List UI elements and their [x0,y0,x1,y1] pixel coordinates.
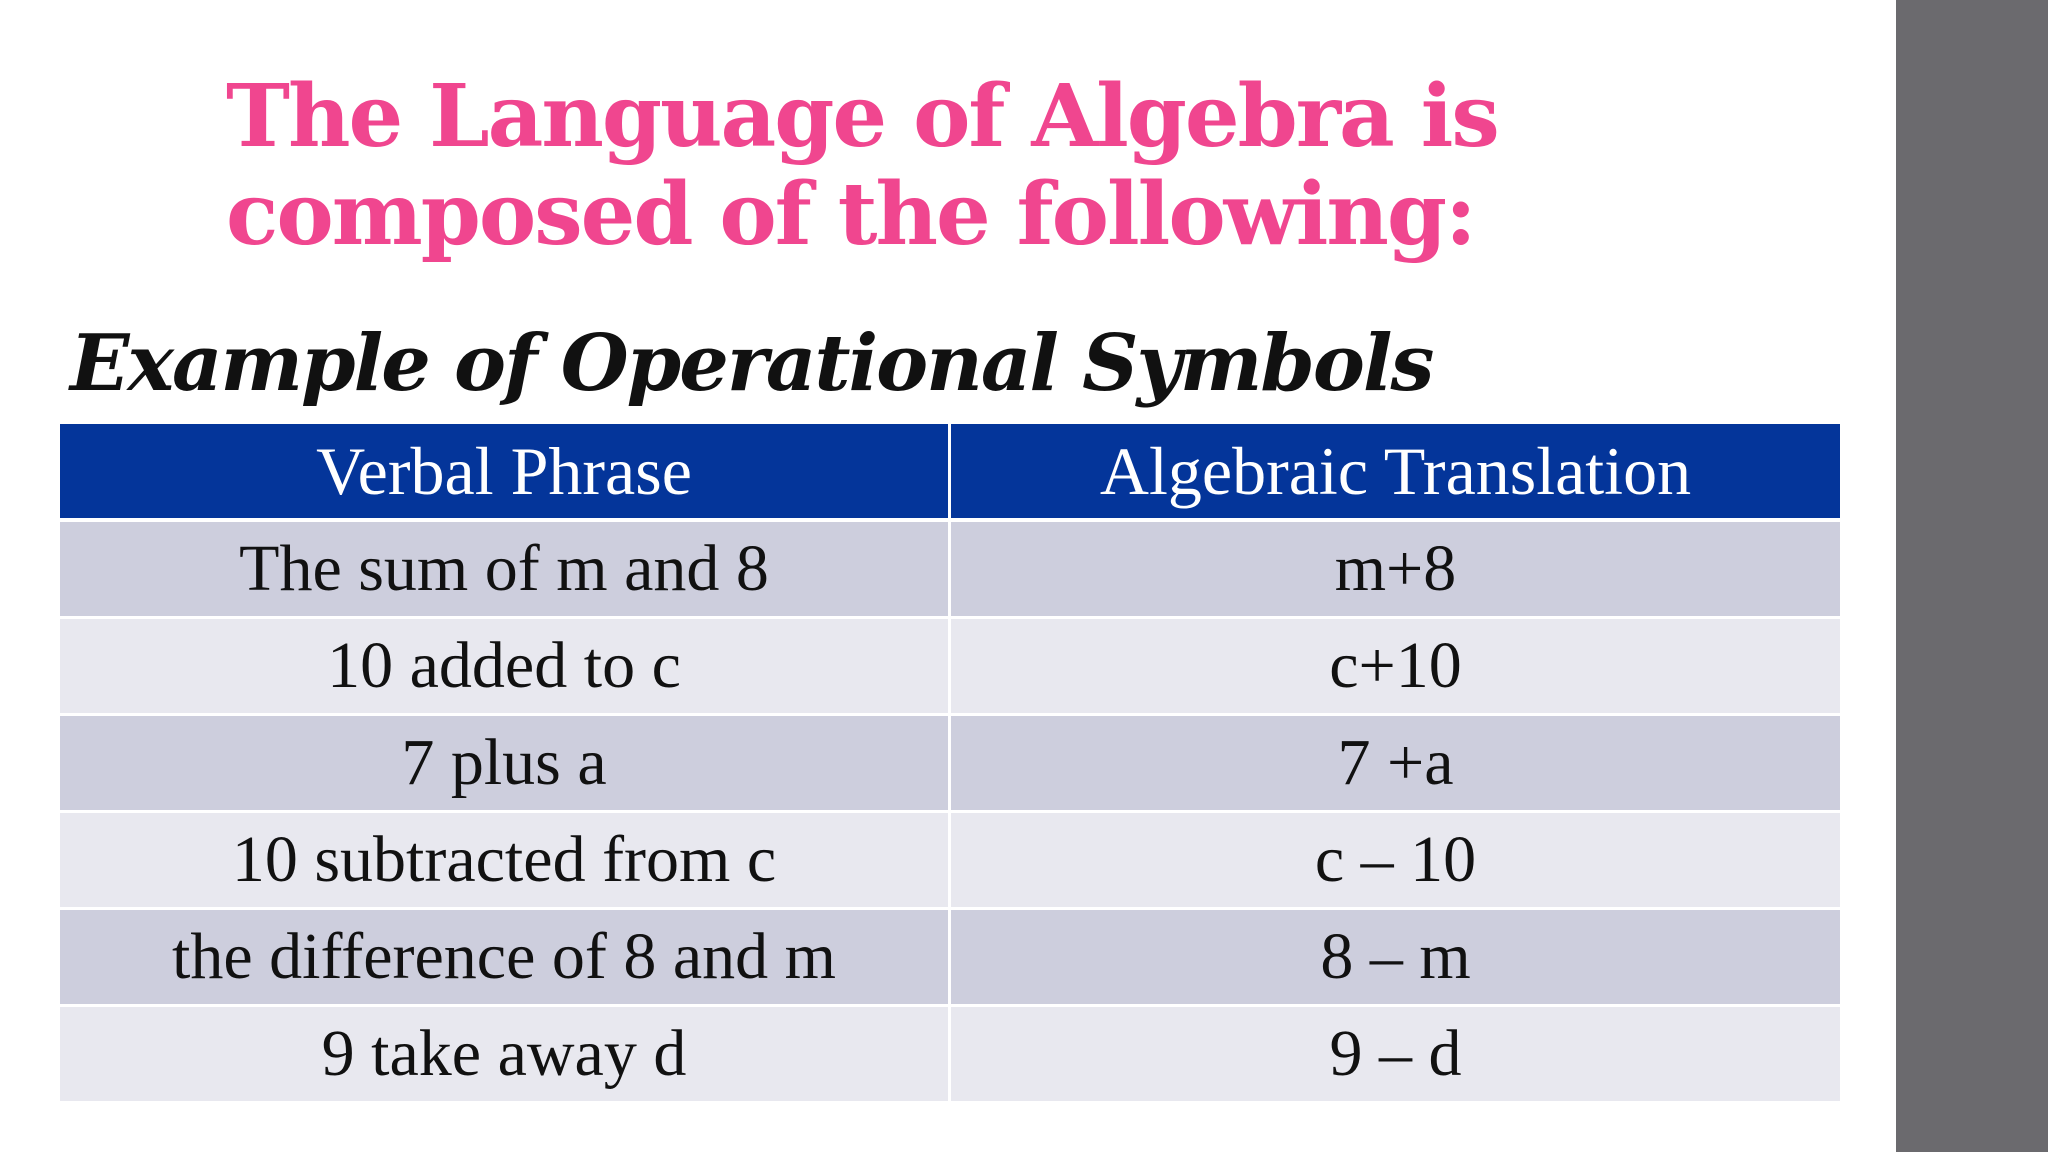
verbal-phrase-cell: 10 subtracted from c [60,813,948,910]
slide-title: The Language of Algebra is composed of the following: [226,66,1498,265]
header-verbal-phrase: Verbal Phrase [60,424,948,522]
slide-subtitle: Example of Operational Symbols [70,318,1433,409]
algebraic-translation-cell: m+8 [948,522,1840,619]
header-algebraic-translation: Algebraic Translation [948,424,1840,522]
algebraic-translation-cell: c – 10 [948,813,1840,910]
verbal-phrase-cell: The sum of m and 8 [60,522,948,619]
verbal-phrase-cell: 10 added to c [60,619,948,716]
table-row [60,1007,1840,1104]
operational-symbols-table [60,424,1840,1104]
algebraic-translation-cell: 7 +a [948,716,1840,813]
verbal-phrase-cell: 7 plus a [60,716,948,813]
verbal-phrase-cell: the difference of 8 and m [60,910,948,1007]
algebraic-translation-cell: 9 – d [948,1007,1840,1104]
table-row [60,619,1840,716]
algebraic-translation-cell: c+10 [948,619,1840,716]
table-header-row [60,424,1840,522]
verbal-phrase-cell: 9 take away d [60,1007,948,1104]
table-row [60,716,1840,813]
side-bar [1896,0,2048,1152]
table-row [60,522,1840,619]
table-row [60,813,1840,910]
table-row [60,910,1840,1007]
algebraic-translation-cell: 8 – m [948,910,1840,1007]
